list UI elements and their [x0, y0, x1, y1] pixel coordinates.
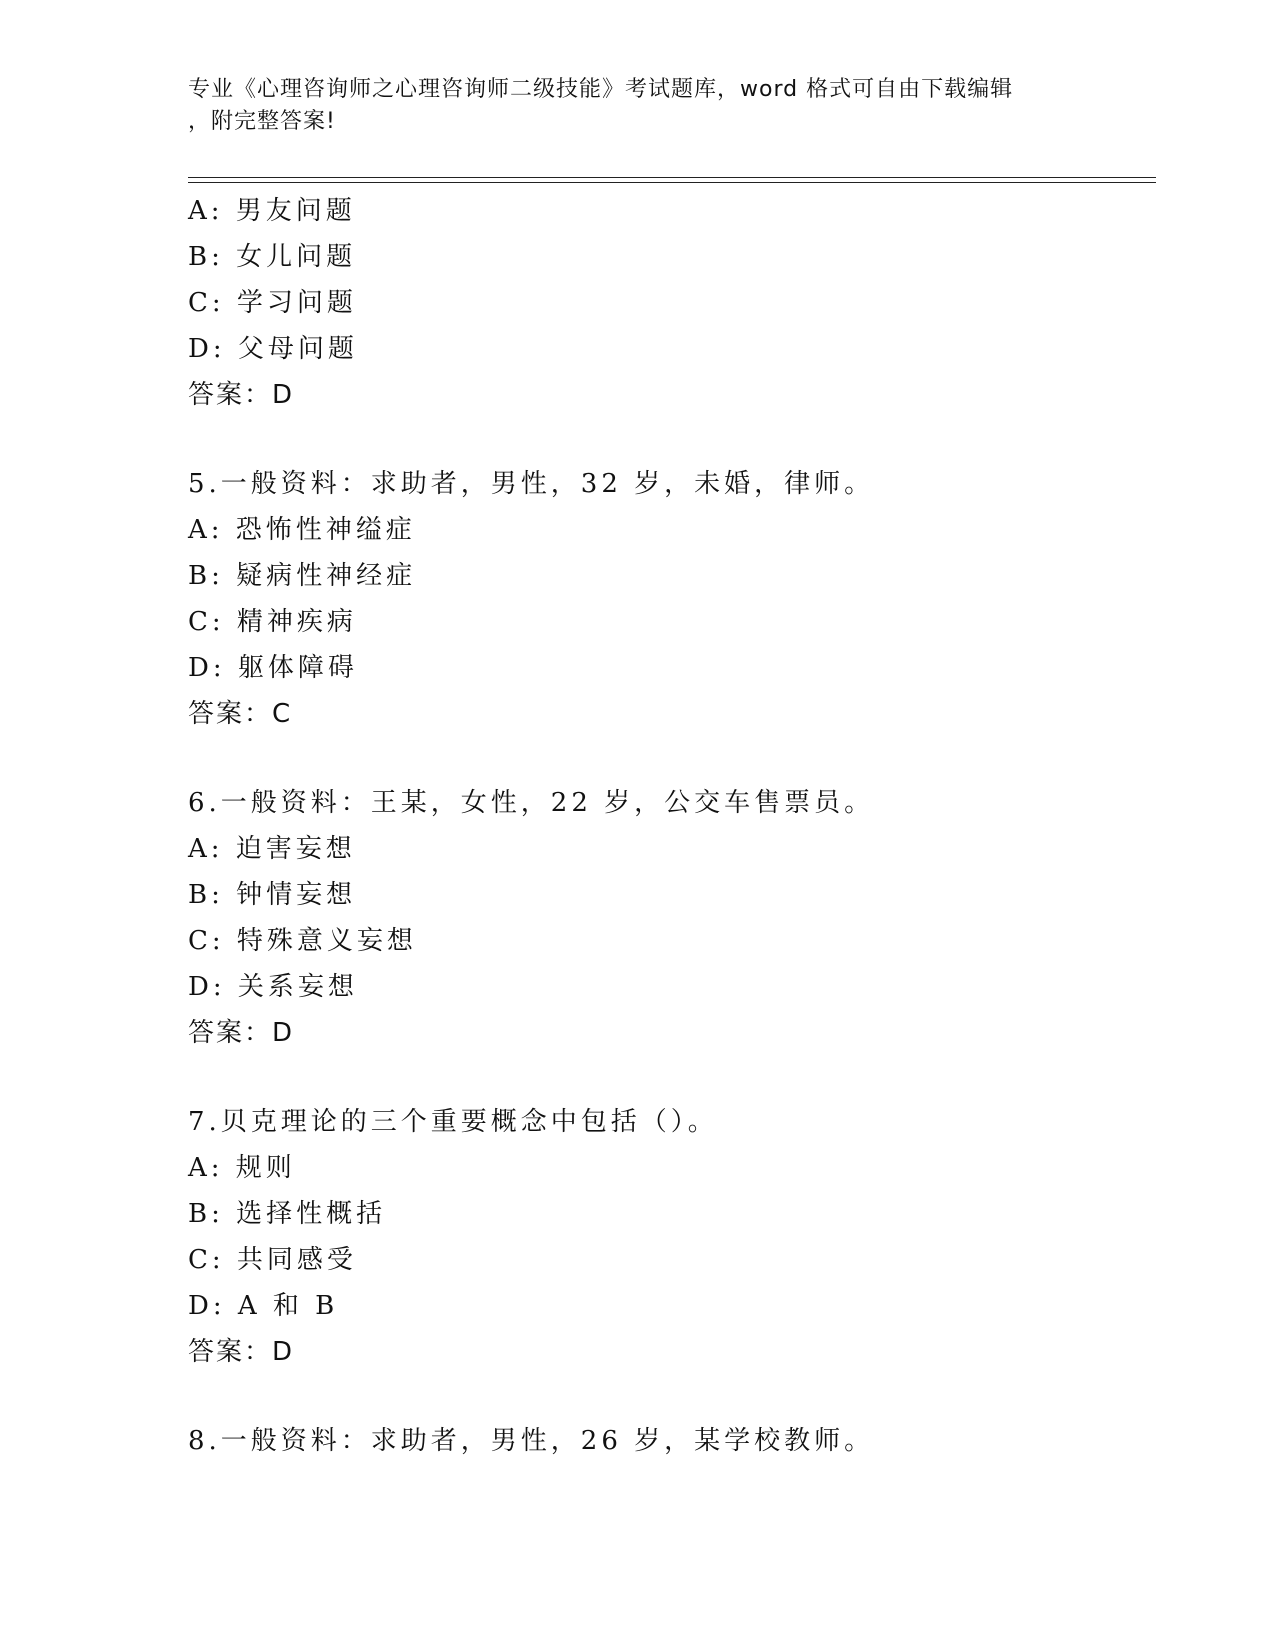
question-4 [188, 188, 1156, 418]
option-a: A: 男友问题 [188, 196, 356, 226]
option-b: B: 选择性概括 [188, 1199, 387, 1229]
option-a: A: 规则 [188, 1153, 296, 1183]
question-stem: 8.一般资料：求助者，男性，26 岁，某学校教师。 [188, 1426, 875, 1456]
option-d: D: 关系妄想 [188, 972, 358, 1002]
option-b: B: 钟情妄想 [188, 880, 357, 910]
option-c: C: 学习问题 [188, 288, 357, 318]
question-5 [188, 461, 1156, 737]
option-d: D: 父母问题 [188, 334, 358, 364]
header-line-1: 专业《心理咨询师之心理咨询师二级技能》考试题库，word 格式可自由下载编辑 [188, 77, 1014, 102]
header-divider-top [188, 177, 1156, 178]
question-7 [188, 1099, 1156, 1375]
option-d: D: 躯体障碍 [188, 653, 358, 683]
question-stem: 6.一般资料：王某，女性，22 岁，公交车售票员。 [188, 788, 875, 818]
header-divider-bottom [188, 182, 1156, 183]
answer-label: 答案：D [188, 1018, 295, 1048]
answer-label: 答案：C [188, 699, 293, 729]
document-header [188, 74, 1088, 138]
option-a: A: 恐怖性神缢症 [188, 515, 416, 545]
option-b: B: 女儿问题 [188, 242, 357, 272]
option-a: A: 迫害妄想 [188, 834, 356, 864]
question-8 [188, 1418, 1156, 1464]
option-c: C: 共同感受 [188, 1245, 357, 1275]
option-d: D: A 和 B [188, 1291, 339, 1321]
answer-label: 答案：D [188, 380, 295, 410]
question-list [188, 188, 1156, 1464]
answer-label: 答案：D [188, 1337, 295, 1367]
option-b: B: 疑病性神经症 [188, 561, 417, 591]
option-c: C: 特殊意义妄想 [188, 926, 417, 956]
option-c: C: 精神疾病 [188, 607, 357, 637]
header-line-2: ，附完整答案! [188, 109, 336, 134]
question-stem: 7.贝克理论的三个重要概念中包括（）。 [188, 1107, 718, 1137]
question-stem: 5.一般资料：求助者，男性，32 岁，未婚，律师。 [188, 469, 875, 499]
question-6 [188, 780, 1156, 1056]
